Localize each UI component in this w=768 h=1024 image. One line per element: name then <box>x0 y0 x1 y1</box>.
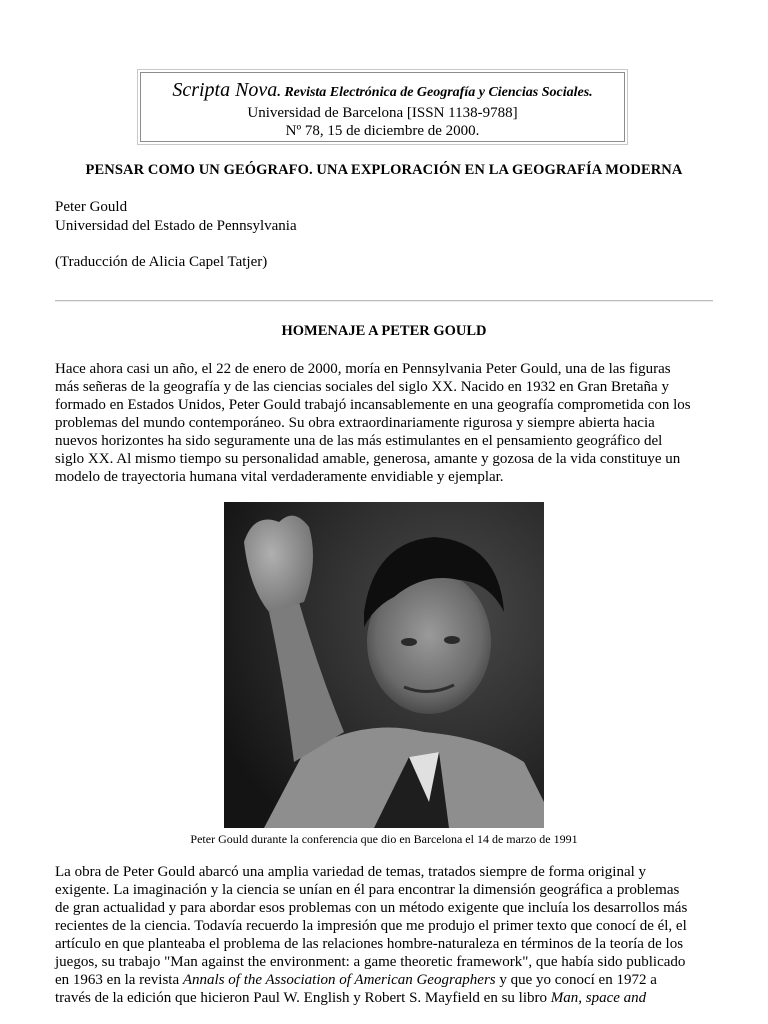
journal-reference: Annals of the Association of American Geographers <box>182 972 496 988</box>
paragraph-line: problemas del mundo contemporáneo. Su obra extraordinariamente rigurosa y siempre abierta hacia <box>55 415 655 431</box>
journal-header <box>140 72 625 142</box>
paragraph-line: nuevos horizontes ha sido seguramente una de las más estimulantes en el pensamiento geográfico del <box>55 433 663 449</box>
paragraph-line: artículo en que planteaba el problema de las relaciones hombre-naturaleza en términos de la teoría de los <box>55 936 684 952</box>
paragraph-line: más señeras de la geografía y de las ciencias sociales del siglo XX. Nacido en 1932 en Gran Bretaña y <box>55 379 669 395</box>
paragraph-line: modelo de trayectoria humana vital verdaderamente envidiable y ejemplar. <box>55 469 504 485</box>
paragraph-line: siglo XX. Al mismo tiempo su personalidad amable, generosa, amante y gozosa de la vida constituye un <box>55 451 681 467</box>
book-reference: Man, space and <box>550 990 647 1006</box>
translation-credit: (Traducción de Alicia Capel Tatjer) <box>55 254 268 270</box>
author-block <box>55 198 297 236</box>
journal-subtitle: . Revista Electrónica de Geografía y Ciencias Sociales. <box>277 85 593 100</box>
paragraph-line: de gran actualidad y para abordar esos problemas con un método exigente que incluía los desarrollos más <box>55 900 688 916</box>
photo-caption: Peter Gould durante la conferencia que dio en Barcelona el 14 de marzo de 1991 <box>190 832 578 846</box>
journal-title-line <box>141 79 624 104</box>
paragraph-line: formado en Estados Unidos, Peter Gould trabajó incansablemente en una geografía comprometida con los <box>55 397 691 413</box>
paragraph-intro <box>55 360 720 486</box>
photo-illustration <box>224 502 544 828</box>
university-line: Universidad de Barcelona [ISSN 1138-9788] <box>247 105 518 121</box>
paragraph-line: recientes de la ciencia. Todavía recuerdo la impresión que me produjo el primer texto que conocí de él, el <box>55 918 687 934</box>
paragraph-work <box>55 863 720 1007</box>
journal-name: Scripta Nova <box>172 79 278 101</box>
article-title: PENSAR COMO UN GEÓGRAFO. UNA EXPLORACIÓN EN LA GEOGRAFÍA MODERNA <box>85 162 683 178</box>
line-text: y que yo conocí en 1972 a <box>495 972 657 988</box>
paragraph-line: La obra de Peter Gould abarcó una amplia variedad de temas, tratados siempre de forma original y <box>55 864 647 880</box>
section-heading: HOMENAJE A PETER GOULD <box>281 323 487 339</box>
paragraph-line: exigente. La imaginación y la ciencia se unían en él para encontrar la dimensión geográfica a problemas <box>55 882 680 898</box>
line-text: en 1963 en la revista <box>55 972 183 988</box>
paragraph-line <box>55 971 720 989</box>
issue-line: Nº 78, 15 de diciembre de 2000. <box>285 123 480 139</box>
author-name: Peter Gould <box>55 199 128 215</box>
horizontal-divider <box>55 300 713 302</box>
paragraph-line: juegos, su trabajo "Man against the environment: a game theoretic framework", que había sido publicado <box>55 954 686 970</box>
paragraph-line <box>55 989 720 1007</box>
paragraph-line: Hace ahora casi un año, el 22 de enero de 2000, moría en Pennsylvania Peter Gould, una de las figuras <box>55 361 671 377</box>
portrait-photo <box>224 502 544 828</box>
line-text: través de la edición que hicieron Paul W. English y Robert S. Mayfield en su libro <box>55 990 551 1006</box>
author-affiliation: Universidad del Estado de Pennsylvania <box>55 218 297 234</box>
